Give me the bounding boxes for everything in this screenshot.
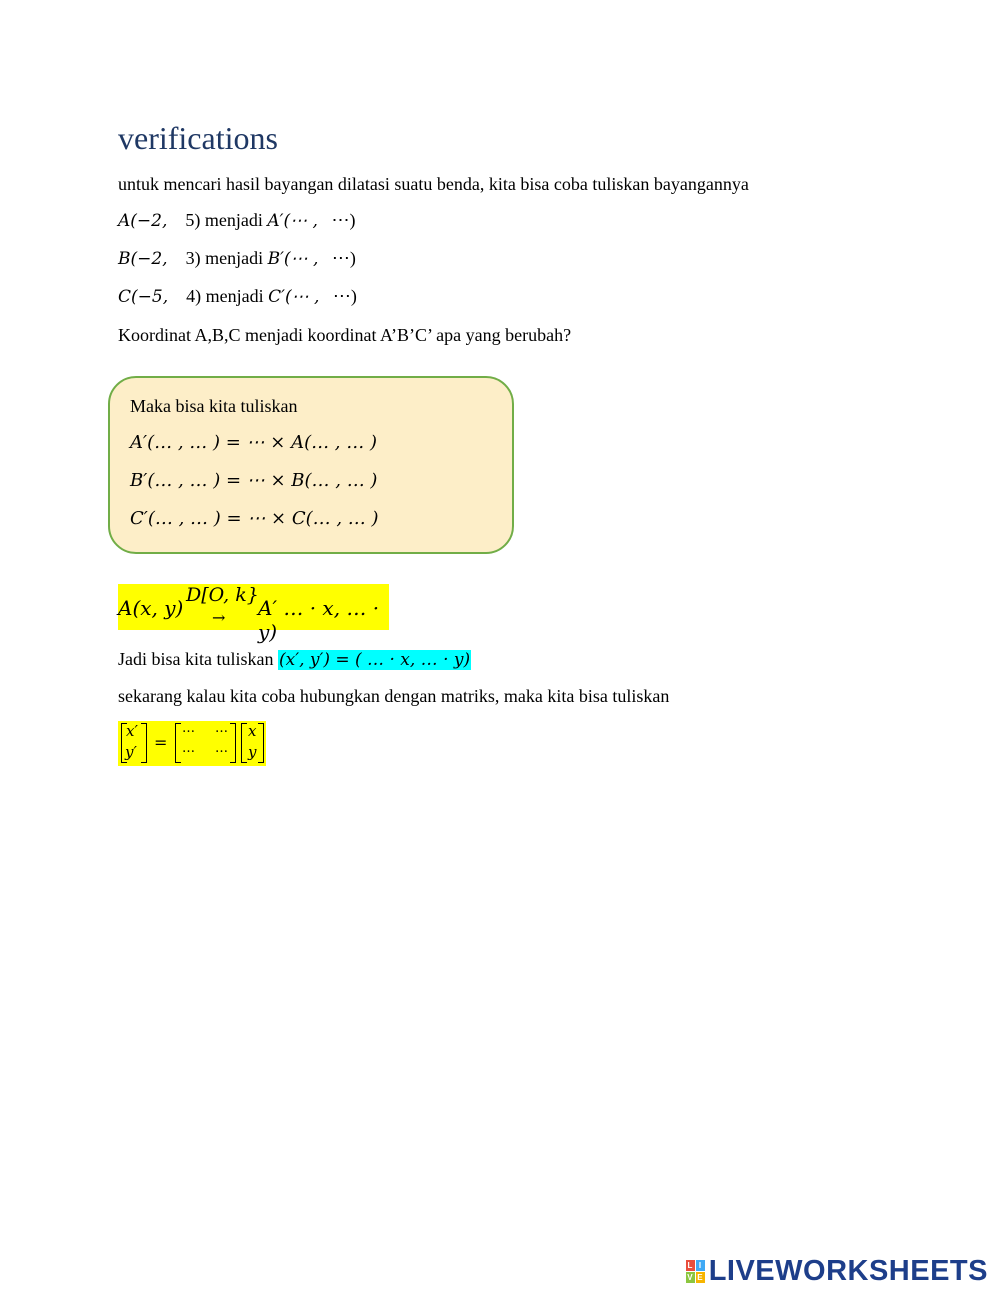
bracket-right xyxy=(141,723,147,763)
point-src: B(−2, xyxy=(118,249,168,269)
bracket-right xyxy=(258,723,264,763)
point-dots: ⋯) xyxy=(331,248,356,268)
logo-text: LIVEWORKSHEETS xyxy=(708,1254,988,1287)
point-image: B′(⋯ , xyxy=(267,249,319,269)
point-y: 5) xyxy=(185,210,201,230)
point-dots: ⋯) xyxy=(331,210,356,230)
bracket-left xyxy=(241,723,247,763)
matrix-equation xyxy=(118,721,266,766)
box-intro: Maka bisa kita tuliskan xyxy=(130,396,298,416)
bracket-left xyxy=(175,723,181,763)
dilation-superscript: D[O, k} xyxy=(186,584,259,606)
matrix-rhs-top: x xyxy=(248,722,257,740)
intro-text: untuk mencari hasil bayangan dilatasi suatu benda, kita bisa coba tuliskan bayangannya xyxy=(118,174,749,194)
matrix-rhs-bottom: y xyxy=(248,743,257,761)
point-row-c xyxy=(118,284,357,309)
dilation-lhs: A(x, y) xyxy=(118,596,184,620)
point-mid: menjadi xyxy=(204,210,263,230)
page-title: verifications xyxy=(118,120,278,156)
dilation-arrow: → xyxy=(212,608,226,627)
box-row-c: C′(… , … ) = ⋯ × C(… , … ) xyxy=(130,508,379,529)
conclusion-row xyxy=(118,647,471,672)
matrix-equals: = xyxy=(154,733,168,752)
question-text: Koordinat A,B,C menjadi koordinat A’B’C’ apa yang berubah? xyxy=(118,325,572,345)
point-mid: menjadi xyxy=(205,286,264,306)
dilation-rhs: A′ … · x, … · y) xyxy=(258,596,380,644)
liveworksheets-logo[interactable] xyxy=(686,1254,988,1288)
matrix-intro-text: sekarang kalau kita coba hubungkan dengan matriks, maka kita bisa tuliskan xyxy=(118,686,670,706)
conclusion-formula: (x′, y′) = ( … · x, … · y) xyxy=(278,650,471,670)
matrix-cell: … xyxy=(182,721,195,736)
matrix-cell: … xyxy=(215,721,228,736)
box-row-b: B′(… , … ) = ⋯ × B(… , … ) xyxy=(130,470,378,491)
matrix-cell: … xyxy=(215,741,228,756)
point-row-b xyxy=(118,246,356,271)
point-dots: ⋯) xyxy=(332,286,357,306)
logo-mark-icon xyxy=(686,1260,705,1283)
logo-mark-cell: V xyxy=(687,1272,694,1282)
point-mid: menjadi xyxy=(205,248,264,268)
point-src: C(−5, xyxy=(118,287,169,307)
conclusion-text: Jadi bisa kita tuliskan xyxy=(118,649,274,669)
logo-mark-cell: L xyxy=(687,1260,693,1270)
matrix-cell: … xyxy=(182,741,195,756)
point-y: 3) xyxy=(185,248,201,268)
logo-mark-cell: I xyxy=(696,1260,705,1271)
point-image: A′(⋯ , xyxy=(267,211,318,231)
matrix-lhs-bottom: y′ xyxy=(125,743,137,761)
formula-box xyxy=(108,376,514,554)
logo-mark-cell: E xyxy=(697,1272,704,1282)
point-row-a xyxy=(118,208,355,233)
matrix-lhs-top: x′ xyxy=(126,722,138,740)
box-row-a: A′(… , … ) = ⋯ × A(… , … ) xyxy=(130,432,377,453)
bracket-right xyxy=(230,723,236,763)
point-image: C′(⋯ , xyxy=(268,287,320,307)
dilation-formula xyxy=(118,584,389,644)
point-src: A(−2, xyxy=(118,211,168,231)
point-y: 4) xyxy=(186,286,202,306)
